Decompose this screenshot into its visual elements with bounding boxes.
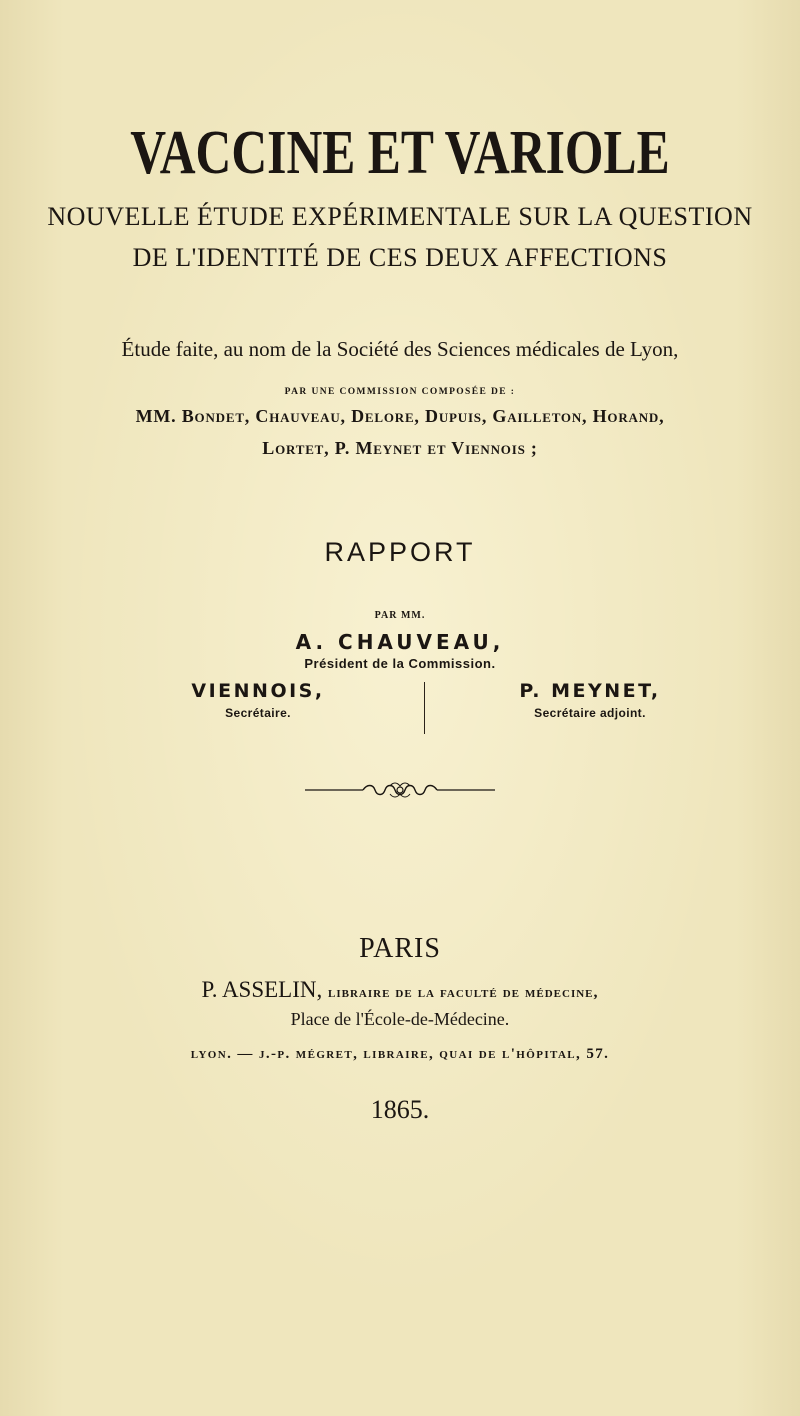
study-statement: Étude faite, au nom de la Société des Sciences médicales de Lyon, — [121, 337, 679, 361]
subtitle-line-1: NOUVELLE ÉTUDE EXPÉRIMENTALE SUR LA QUESTION — [47, 202, 753, 231]
lyon-distributor: lyon. — j.-p. mégret, libraire, quai de l'hôpital, 57. — [190, 1046, 610, 1062]
author-meynet-block — [470, 678, 710, 722]
author-meynet: P. MEYNET, — [519, 680, 661, 702]
author-viennois: VIENNOIS, — [191, 680, 325, 702]
author-divider — [424, 682, 425, 734]
members-line-1: MM. Bondet, Chauveau, Delore, Dupuis, Gailleton, Horand, — [135, 406, 665, 426]
author-chauveau-role: Président de la Commission. — [304, 656, 496, 671]
publisher-name: P. ASSELIN, — [201, 977, 323, 1002]
author-chauveau: A. CHAUVEAU, — [295, 630, 505, 654]
publisher-address: Place de l'École-de-Médecine. — [290, 1009, 510, 1029]
book-title: VACCINE ET VARIOLE — [130, 119, 670, 187]
author-viennois-role: Secrétaire. — [225, 706, 291, 720]
publisher-line — [0, 976, 800, 1007]
publisher-city: PARIS — [359, 933, 441, 964]
ornament-divider — [305, 780, 495, 800]
members-line-2: Lortet, P. Meynet et Viennois ; — [262, 438, 538, 458]
report-heading: RAPPORT — [324, 537, 476, 567]
publisher-title: libraire de la faculté de médecine, — [328, 984, 599, 1001]
author-meynet-role: Secrétaire adjoint. — [534, 706, 646, 720]
commission-intro: PAR UNE COMMISSION COMPOSÉE DE : — [284, 387, 516, 397]
publication-year: 1865. — [370, 1095, 430, 1124]
subtitle-line-2: DE L'IDENTITÉ DE CES DEUX AFFECTIONS — [132, 243, 668, 272]
author-viennois-block — [148, 678, 368, 722]
authors-intro: PAR MM. — [374, 610, 426, 621]
